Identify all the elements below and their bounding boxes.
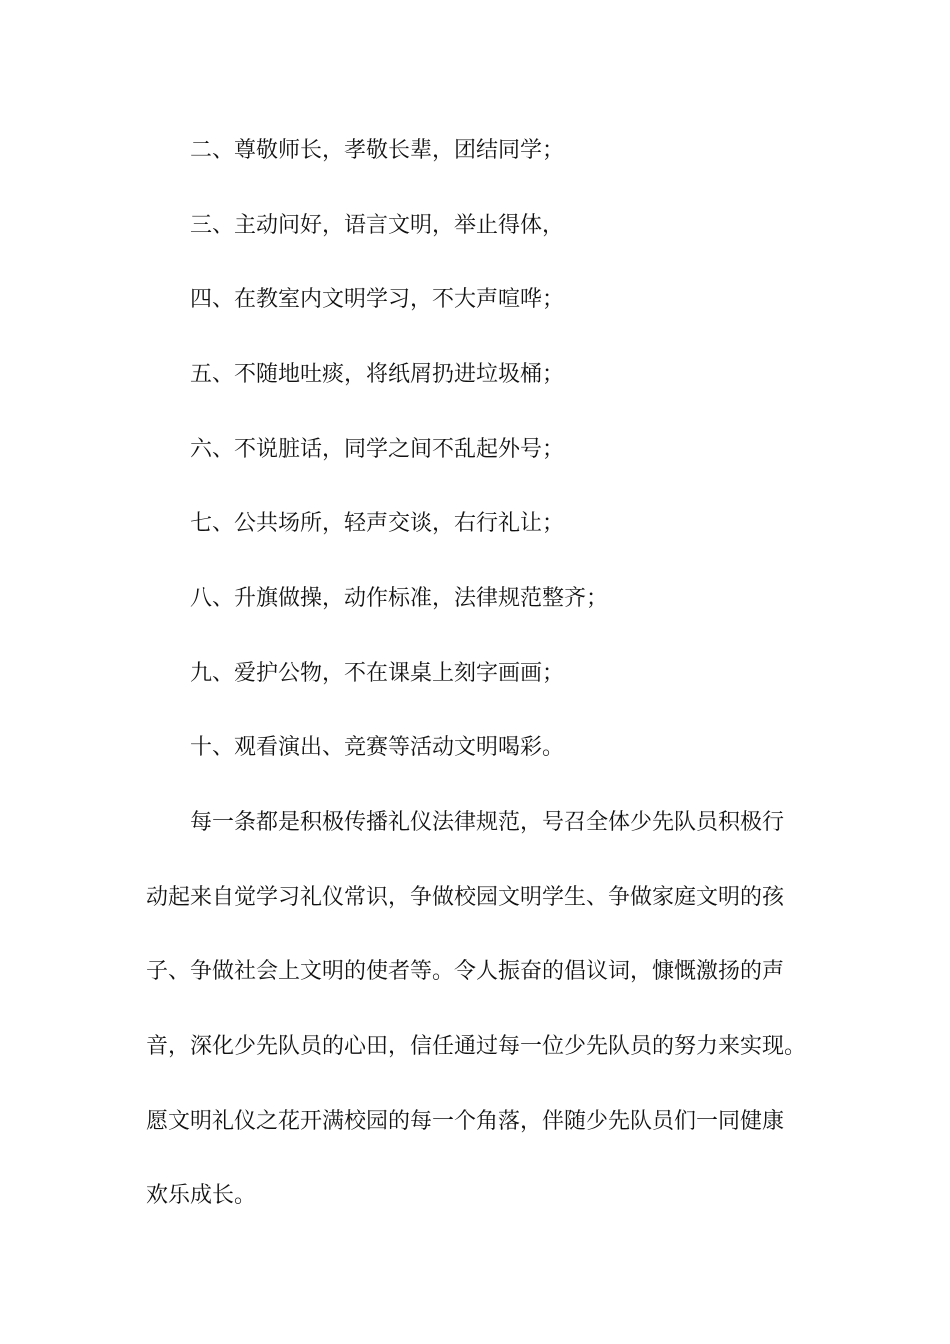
- list-item-9: 九、爱护公物，不在课桌上刻字画画；: [190, 661, 565, 686]
- list-item-3: 三、主动问好，语言文明，举止得体，: [190, 213, 565, 238]
- list-item-5: 五、不随地吐痰，将纸屑扔进垃圾桶；: [190, 362, 565, 387]
- list-item-6: 六、不说脏话，同学之间不乱起外号；: [190, 437, 565, 462]
- list-item-8: 八、升旗做操，动作标准，法律规范整齐；: [190, 586, 609, 611]
- paragraph-line-6: 欢乐成长。: [146, 1183, 257, 1208]
- list-item-10: 十、观看演出、竞赛等活动文明喝彩。: [190, 735, 565, 760]
- paragraph-line-3: 子、争做社会上文明的使者等。令人振奋的倡议词，慷慨激扬的声: [146, 959, 785, 984]
- paragraph-line-5: 愿文明礼仪之花开满校园的每一个角落，伴随少先队员们一同健康: [146, 1109, 785, 1134]
- list-item-7: 七、公共场所，轻声交谈，右行礼让；: [190, 511, 565, 536]
- paragraph-line-4: 音，深化少先队员的心田，信任通过每一位少先队员的努力来实现。: [146, 1034, 807, 1059]
- paragraph-line-1: 每一条都是积极传播礼仪法律规范，号召全体少先队员积极行: [190, 810, 785, 835]
- list-item-2: 二、尊敬师长，孝敬长辈，团结同学；: [190, 138, 565, 163]
- list-item-4: 四、在教室内文明学习，不大声喧哗；: [190, 287, 565, 312]
- paragraph-line-2: 动起来自觉学习礼仪常识，争做校园文明学生、争做家庭文明的孩: [146, 885, 785, 910]
